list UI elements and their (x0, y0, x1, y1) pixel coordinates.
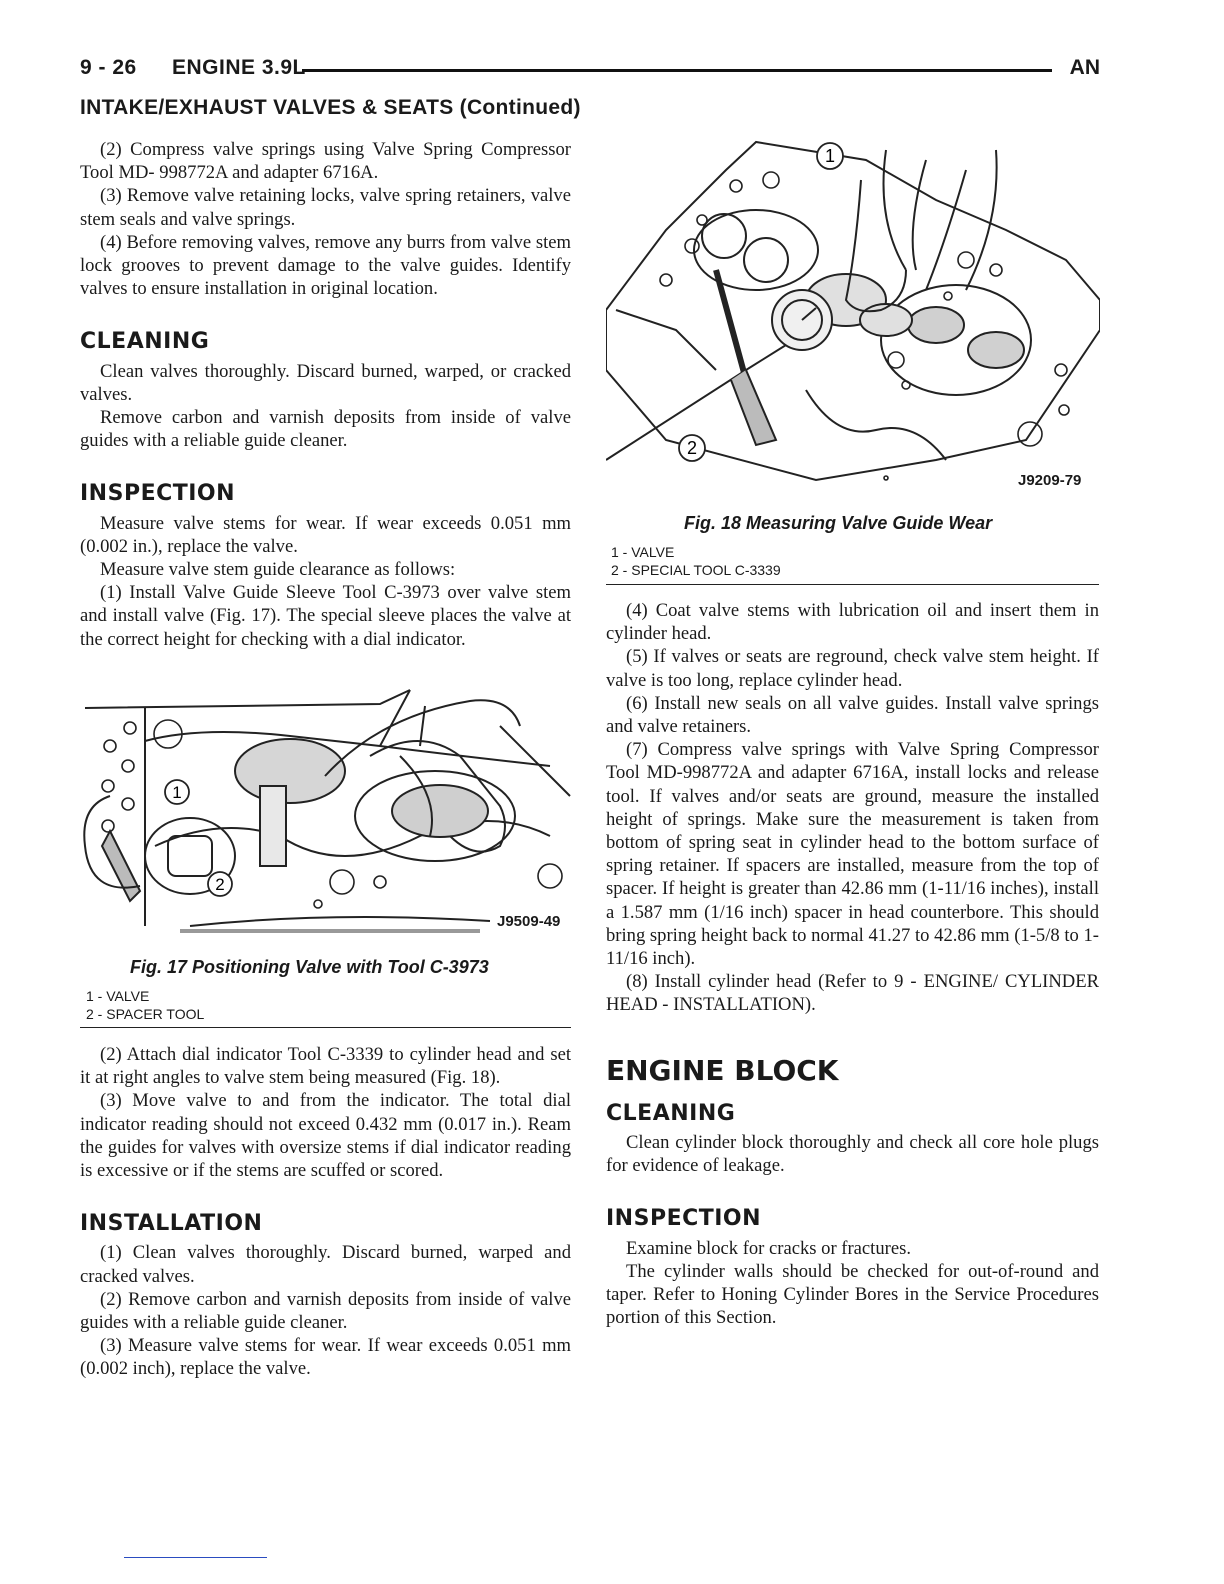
figure-17-illustration (80, 686, 572, 944)
figure-17 (80, 686, 572, 944)
paragraph: Measure valve stem guide clearance as follows: (100, 559, 456, 581)
legend-item: 1 - VALVE (86, 988, 150, 1004)
paragraph: (8) Install cylinder head (Refer to 9 - ENGINE/ CYLINDER HEAD - INSTALLATION). (606, 971, 1099, 1016)
paragraph: Clean valves thoroughly. Discard burned, warped, or cracked valves. (80, 360, 571, 405)
figure-18-illustration (606, 140, 1100, 498)
heading-engine-block: ENGINE BLOCK (606, 1053, 839, 1087)
paragraph: (2) Compress valve springs using Valve Spring Compressor Tool MD- 998772A and adapter 6716A. (80, 139, 571, 184)
callout-2 (208, 872, 232, 896)
legend-item: 2 - SPECIAL TOOL C-3339 (611, 562, 781, 578)
paragraph: (2) Attach dial indicator Tool C-3339 to cylinder head and set it at right angles to valve stem being measured (Fig. 18). (80, 1044, 571, 1089)
legend-item: 1 - VALVE (611, 544, 675, 560)
figure-17-rule (80, 1027, 571, 1028)
callout-1 (817, 143, 843, 169)
left-column-top (80, 138, 571, 651)
paragraph: (3) Remove valve retaining locks, valve spring retainers, valve stem seals and valve springs. (80, 185, 571, 230)
figure-17-code: J9509-49 (497, 913, 561, 930)
figure-18-code: J9209-79 (1018, 472, 1082, 489)
figure-17-legend (86, 987, 204, 1023)
paragraph: Examine block for cracks or fractures. (626, 1237, 911, 1259)
paragraph: Remove carbon and varnish deposits from inside of valve guides with a reliable guide cleaner. (80, 407, 571, 452)
paragraph: (2) Remove carbon and varnish deposits from inside of valve guides with a reliable guide cleaner. (80, 1288, 571, 1334)
page-header (80, 54, 1100, 86)
paragraph: (1) Install Valve Guide Sleeve Tool C-3973 over valve stem and install valve (Fig. 17). The special sleeve places the valve at the correct height for checking with a dial indicator. (80, 582, 571, 650)
heading-installation: INSTALLATION (80, 1211, 263, 1237)
heading-inspection: INSPECTION (80, 481, 236, 507)
paragraph: The cylinder walls should be checked for out-of-round and taper. Refer to Honing Cylinder Bores in the Service Procedures portion of this Section. (606, 1260, 1099, 1329)
svg-text:1: 1 (824, 146, 836, 166)
footer-rule (124, 1557, 267, 1558)
paragraph: (3) Move valve to and from the indicator. The total dial indicator reading should not exceed 0.432 mm (0.017 in.). Ream the guides for valves with oversize stems if dial indicator reading is excessive or if the stems are scuffed or scored. (80, 1090, 571, 1182)
paragraph: Clean cylinder block thoroughly and check all core hole plugs for evidence of leakage. (606, 1132, 1099, 1177)
svg-text:2: 2 (215, 875, 225, 894)
paragraph: (4) Before removing valves, remove any burrs from valve stem lock grooves to prevent damage to the valve guides. Identify valves to ensure installation in original location. (80, 231, 571, 300)
figure-17-caption: Fig. 17 Positioning Valve with Tool C-3973 (130, 957, 489, 977)
right-column (606, 599, 1099, 1329)
paragraph: Measure valve stems for wear. If wear exceeds 0.051 mm (0.002 in.), replace the valve. (80, 512, 571, 557)
header-rule (302, 69, 1052, 72)
section-title: INTAKE/EXHAUST VALVES & SEATS (Continued) (80, 96, 581, 119)
legend-item: 2 - SPACER TOOL (86, 1006, 205, 1022)
page-number: 9 - 26 (80, 56, 137, 79)
paragraph: (5) If valves or seats are reground, check valve stem height. If valve is too long, replace cylinder head. (606, 646, 1099, 691)
heading-cleaning: CLEANING (80, 329, 210, 355)
figure-18-legend (611, 543, 781, 579)
paragraph: (3) Measure valve stems for wear. If wear exceeds 0.051 mm (0.002 inch), replace the valve. (80, 1335, 571, 1380)
figure-18-caption: Fig. 18 Measuring Valve Guide Wear (684, 513, 993, 533)
figure-18-rule (606, 584, 1099, 585)
heading-block-cleaning: CLEANING (606, 1100, 736, 1126)
paragraph: (7) Compress valve springs with Valve Spring Compressor Tool MD-998772A and adapter 6716A, install locks and release tool. If valves and/or seats are ground, measure the installed height of springs. Make sure the measurement is taken from bottom of spring seat in cylinder head to the bottom surface of spring retainer. If spacers are installed, measure from the top of spacer. If height is greater than 42.86 mm (1-11/16 inches), install a 1.587 mm (1/16 inch) spacer in head counterbore. This should bring spring height back to normal 41.27 to 42.86 mm (1-5/8 to 1-11/16 inch). (606, 739, 1099, 970)
paragraph: (6) Install new seals on all valve guides. Install valve springs and valve retainers. (606, 692, 1099, 738)
chapter-title: ENGINE 3.9L (172, 56, 306, 79)
heading-block-inspection: INSPECTION (606, 1206, 762, 1232)
figure-18 (606, 140, 1100, 498)
callout-2 (679, 435, 705, 461)
left-column-bottom (80, 1043, 571, 1381)
model-code: AN (1069, 56, 1100, 79)
callout-1 (165, 780, 189, 804)
paragraph: (4) Coat valve stems with lubrication oil and insert them in cylinder head. (606, 600, 1099, 645)
paragraph: (1) Clean valves thoroughly. Discard burned, warped and cracked valves. (80, 1242, 571, 1287)
svg-text:1: 1 (172, 783, 182, 802)
svg-text:2: 2 (686, 438, 698, 458)
